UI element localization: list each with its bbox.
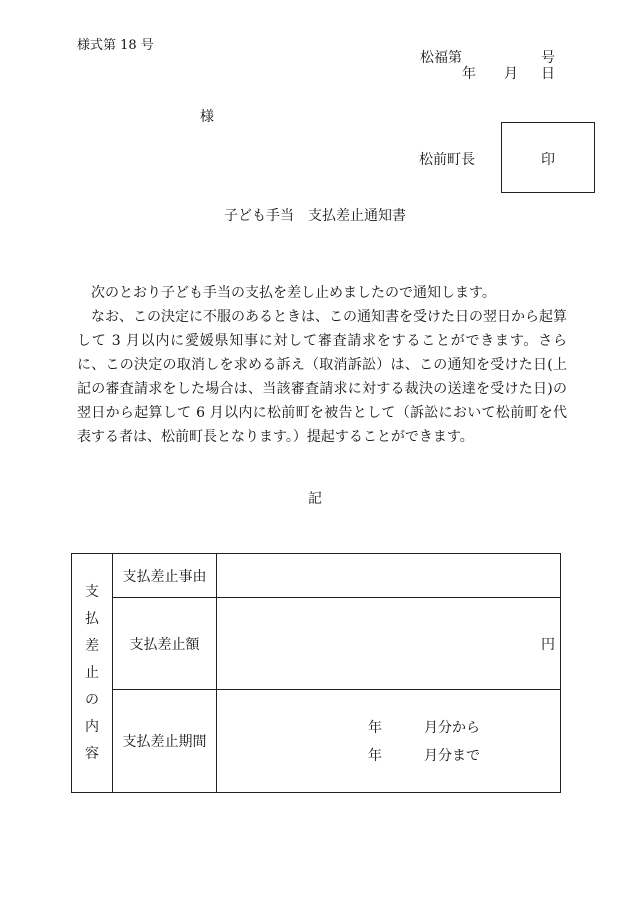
period-to-month: 月分まで — [424, 748, 480, 764]
ki-heading: 記 — [308, 491, 322, 507]
side-label-char: の — [85, 691, 99, 708]
date-day: 日 — [541, 66, 555, 82]
date-month: 月 — [504, 66, 518, 82]
period-to-year: 年 — [368, 748, 382, 764]
body-text — [77, 281, 567, 449]
recipient-honorific: 様 — [200, 109, 214, 125]
suspension-details-table — [71, 553, 561, 793]
document-number-prefix: 松福第 — [420, 50, 462, 66]
side-label-char: 止 — [85, 664, 99, 681]
side-label-char: 支 — [85, 583, 99, 600]
seal-label: 印 — [541, 152, 555, 168]
side-label-char: 容 — [85, 745, 99, 762]
side-label-char: 払 — [85, 610, 99, 627]
side-label-char: 差 — [85, 637, 99, 654]
side-label-vertical — [72, 554, 113, 793]
side-label-char: 内 — [85, 718, 99, 735]
amount-label: 支払差止額 — [113, 598, 217, 690]
period-from-month: 月分から — [424, 720, 480, 736]
period-from — [217, 713, 560, 741]
period-from-year: 年 — [368, 720, 382, 736]
reason-label: 支払差止事由 — [113, 554, 217, 598]
date-year: 年 — [462, 66, 476, 82]
form-number: 様式第 18 号 — [77, 38, 154, 53]
amount-unit: 円 — [217, 598, 561, 690]
document-title: 子ども手当 支払差止通知書 — [224, 208, 406, 224]
document-number-suffix: 号 — [541, 50, 555, 66]
period-label: 支払差止期間 — [113, 690, 217, 793]
body-paragraph-2: なお、この決定に不服のあるときは、この通知書を受けた日の翌日から起算して 3 月以内に愛媛県知事に対して審査請求をすることができます。さらに、この決定の取消しを求める訴え（取消訴訟）は、この通知を受けた日(上記の審査請求をした場合は、当該審査請求に対する裁決の送達を受けた日)の翌日から起算して 6 月以内に松前町を被告として（訴訟において松前町を代表する者は、松前町長となります。）提起することができます。 — [77, 309, 567, 445]
reason-value — [217, 554, 561, 598]
period-value — [217, 690, 561, 793]
body-paragraph-1: 次のとおり子ども手当の支払を差し止めましたので通知します。 — [91, 285, 496, 301]
period-to — [217, 741, 560, 769]
issuer-name: 松前町長 — [419, 152, 475, 168]
